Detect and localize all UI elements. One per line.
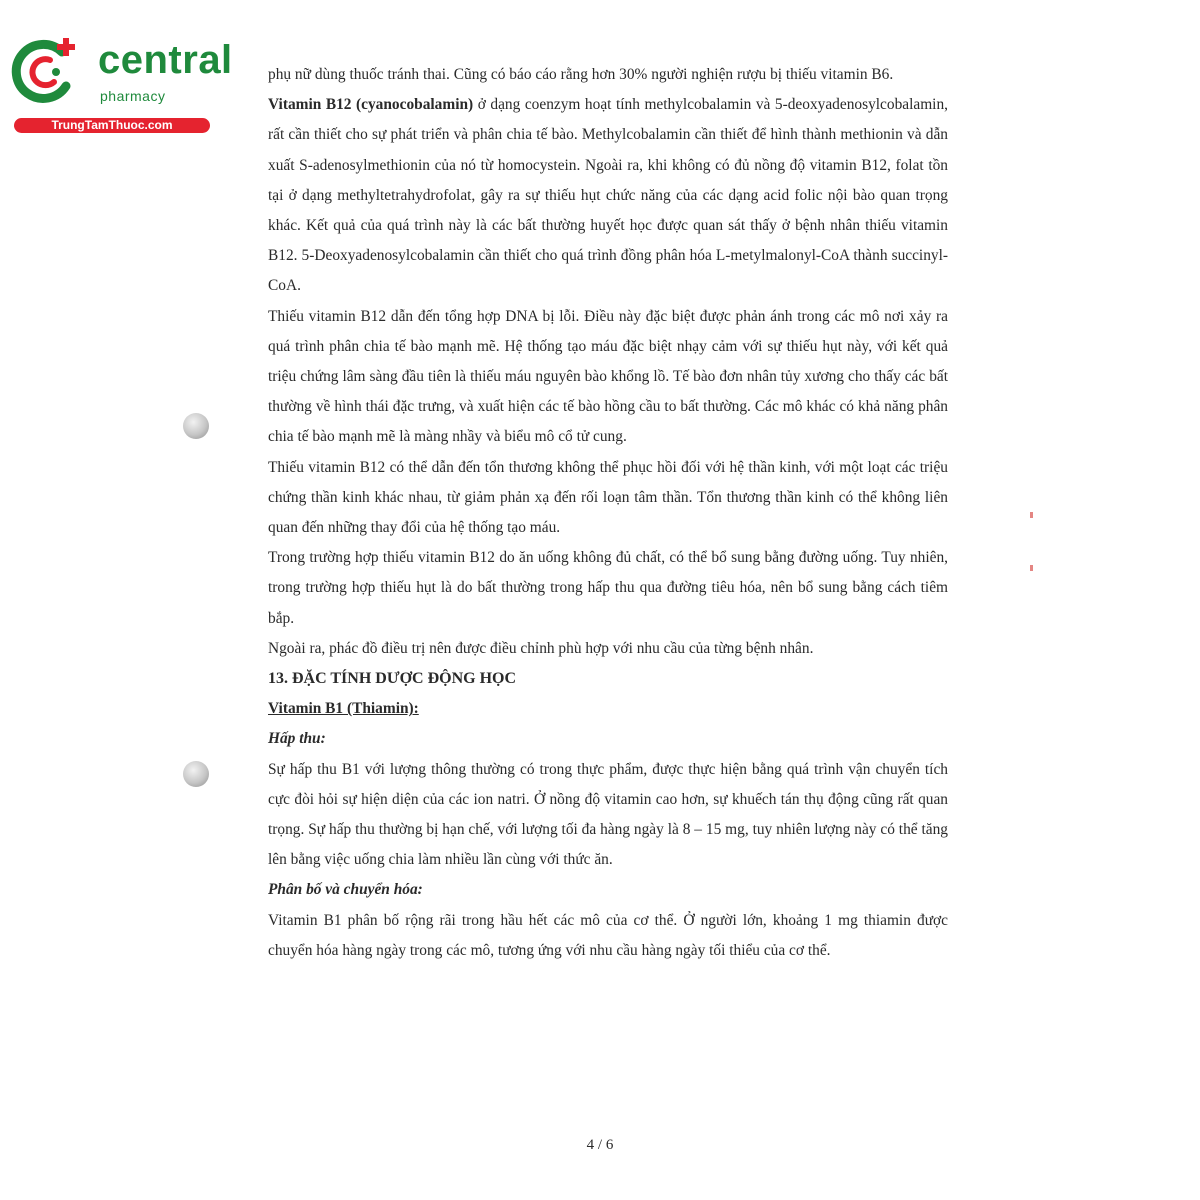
brand-url: TrungTamThuoc.com	[14, 118, 210, 133]
brand-subtitle: pharmacy	[100, 88, 166, 104]
paragraph: Ngoài ra, phác đồ điều trị nên được điều chỉnh phù hợp với nhu cầu của từng bệnh nhân.	[268, 639, 814, 657]
vitamin-b12-term: Vitamin B12 (cyanocobalamin)	[268, 96, 474, 114]
scan-mark	[1030, 565, 1033, 571]
punch-hole	[183, 413, 209, 439]
paragraph: Thiếu vitamin B12 có thể dẫn đến tổn thương không thể phục hồi đối với hệ thần kinh, với một loạt các triệu chứng thần kinh khác nhau, từ giảm phản xạ đến rối loạn tâm thần. Tổn thương thần kinh có thể không liên quan đến những thay đổi của hệ thống tạo máu.	[268, 458, 948, 537]
brand-name: central	[98, 38, 233, 82]
central-pharmacy-logo-icon	[10, 36, 82, 108]
punch-hole	[183, 761, 209, 787]
paragraph-text: ở dạng coenzym hoạt tính methylcobalamin và 5-deoxyadenosylcobalamin, rất cần thiết cho sự phát triển và phân chia tế bào. Methylcobalamin cần thiết để hình thành methionin và dẫn xuất S-adenosylmethionin của nó từ homocystein. Ngoài ra, khi không có đủ nồng độ vitamin B12, folat tồn tại ở dạng methyltetrahydrofolat, gây ra sự thiếu hụt chức năng của các dạng acid folic nội bào quan trọng khác. Kết quả của quá trình này là các bất thường huyết học được quan sát thấy ở bệnh nhân thiếu vitamin B12. 5-Deoxyadenosylcobalamin cần thiết cho quá trình đồng phân hóa L-metylmalonyl-CoA thành succinyl-CoA.	[268, 96, 948, 295]
document-body	[268, 60, 948, 966]
paragraph: phụ nữ dùng thuốc tránh thai. Cũng có báo cáo rằng hơn 30% người nghiện rượu bị thiếu vitamin B6.	[268, 66, 894, 83]
page-number: 4 / 6	[586, 1137, 614, 1153]
distribution-heading: Phân bố và chuyển hóa:	[268, 881, 423, 899]
paragraph: Vitamin B1 phân bố rộng rãi trong hầu hết các mô của cơ thể. Ở người lớn, khoảng 1 mg thiamin được chuyển hóa hàng ngày trong các mô, tương ứng với nhu cầu hàng ngày tối thiểu của cơ thể.	[268, 911, 948, 959]
absorption-heading: Hấp thu:	[268, 730, 326, 748]
paragraph: Thiếu vitamin B12 dẫn đến tổng hợp DNA bị lỗi. Điều này đặc biệt được phản ánh trong các mô nơi xảy ra quá trình phân chia tế bào mạnh mẽ. Hệ thống tạo máu đặc biệt nhạy cảm với sự thiếu hụt này, với kết quả triệu chứng lâm sàng đầu tiên là thiếu máu nguyên bào khổng lồ. Tế bào đơn nhân tủy xương cho thấy các bất thường về hình thái đặc trưng, và xuất hiện các tế bào hồng cầu to bất thường. Các mô khác có khả năng phân chia tế bào mạnh mẽ là màng nhầy và biểu mô cổ tử cung.	[268, 307, 948, 446]
scan-mark	[1030, 512, 1033, 518]
brand-logo	[10, 36, 233, 136]
subsection-heading: Vitamin B1 (Thiamin):	[268, 700, 419, 718]
paragraph: Trong trường hợp thiếu vitamin B12 do ăn uống không đủ chất, có thể bổ sung bằng đường uống. Tuy nhiên, trong trường hợp thiếu hụt là do bất thường trong hấp thu qua đường tiêu hóa, nên bổ sung bằng cách tiêm bắp.	[268, 549, 948, 627]
section-heading: 13. ĐẶC TÍNH DƯỢC ĐỘNG HỌC	[268, 670, 517, 688]
paragraph: Sự hấp thu B1 với lượng thông thường có trong thực phẩm, được thực hiện bằng quá trình vận chuyển tích cực đòi hỏi sự hiện diện của các ion natri. Ở nồng độ vitamin cao hơn, sự khuếch tán thụ động cũng rất quan trọng. Sự hấp thu thường bị hạn chế, với lượng tối đa hàng ngày là 8 – 15 mg, tuy nhiên lượng này có thể tăng lên bằng việc uống chia làm nhiều lần cùng với thức ăn.	[268, 760, 948, 869]
paragraph	[268, 90, 948, 301]
